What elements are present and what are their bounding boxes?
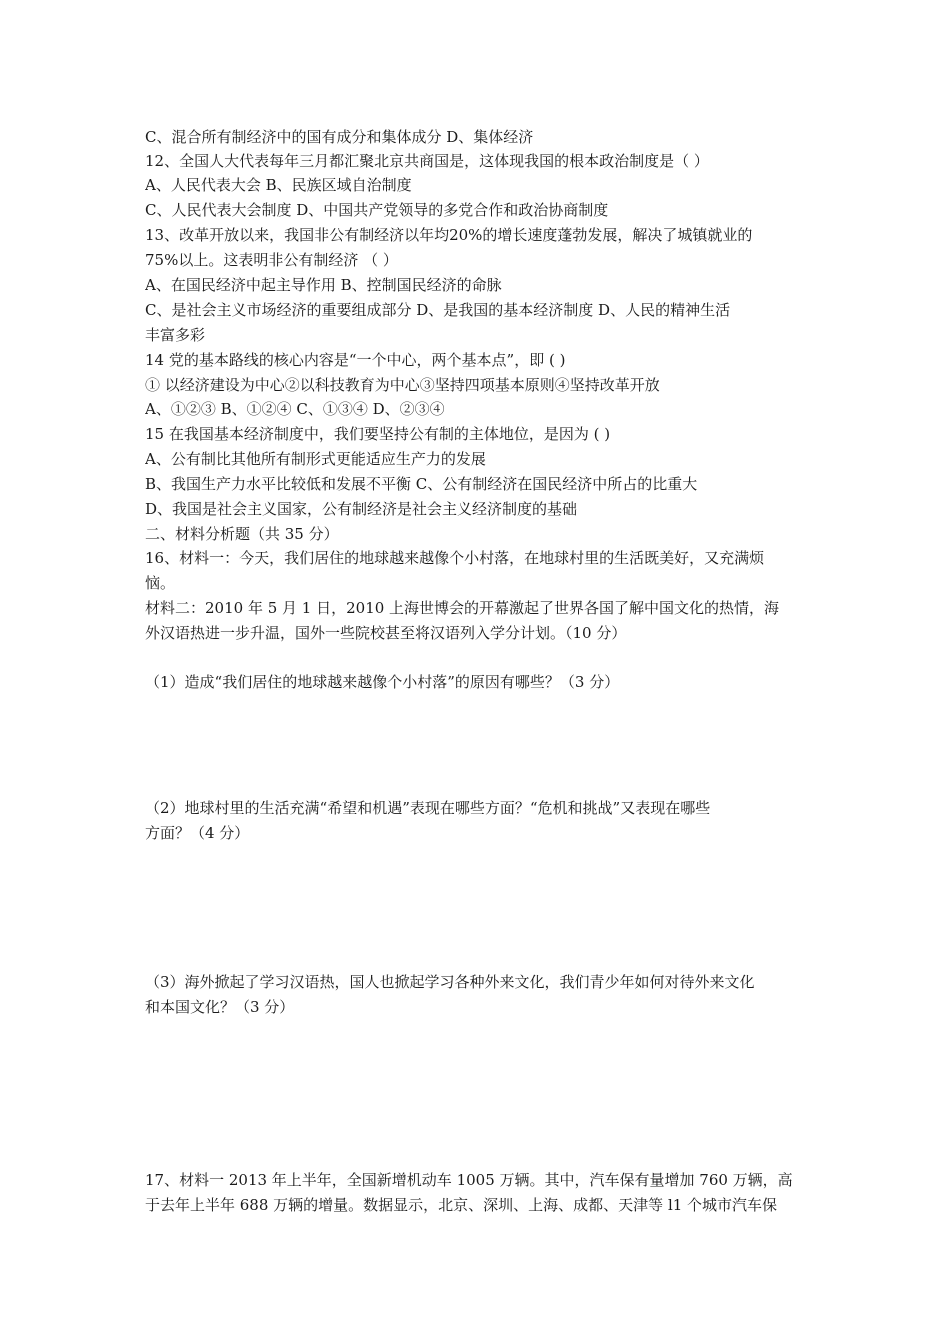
question-13: 13、改革开放以来，我国非公有制经济以年均20%的增长速度蓬勃发展，解决了城镇就业的 xyxy=(145,226,753,244)
question-14: 14 党的基本路线的核心内容是“一个中心，两个基本点”，即 ( ) xyxy=(145,351,566,369)
option-line: D、我国是社会主义国家，公有制经济是社会主义经济制度的基础 xyxy=(145,500,578,518)
sub-question-1: （1）造成“我们居住的地球越来越像个小村落”的原因有哪些？（3 分） xyxy=(145,673,620,691)
text-line: ① 以经济建设为中心②以科技教育为中心③坚持四项基本原则④坚持改革开放 xyxy=(145,376,660,394)
sub-question-2: （2）地球村里的生活充满“希望和机遇”表现在哪些方面？“危机和挑战”又表现在哪些 xyxy=(145,799,711,817)
option-line: A、①②③ B、①②④ C、①③④ D、②③④ xyxy=(145,400,445,418)
text-line: 丰富多彩 xyxy=(145,326,206,344)
text-line: 75%以上。这表明非公有制经济 （ ） xyxy=(145,251,398,269)
text-line: 外汉语热进一步升温，国外一些院校甚至将汉语列入学分计划。（10 分） xyxy=(145,624,627,642)
question-12: 12、全国人大代表每年三月都汇聚北京共商国是，这体现我国的根本政治制度是（ ） xyxy=(145,152,709,170)
option-line: A、在国民经济中起主导作用 B、控制国民经济的命脉 xyxy=(145,276,502,294)
text-line: C、混合所有制经济中的国有成分和集体成分 D、集体经济 xyxy=(145,128,534,146)
section-heading: 二、材料分析题（共 35 分） xyxy=(145,525,339,543)
option-line: B、我国生产力水平比较低和发展不平衡 C、公有制经济在国民经济中所占的比重大 xyxy=(145,475,698,493)
text-line: 于去年上半年 688 万辆的增量。数据显示，北京、深圳、上海、成都、天津等 l1 个城市汽车保 xyxy=(145,1196,778,1214)
text-line: 和本国文化？（3 分） xyxy=(145,998,295,1016)
question-15: 15 在我国基本经济制度中，我们要坚持公有制的主体地位，是因为 ( ) xyxy=(145,425,611,443)
sub-question-3: （3）海外掀起了学习汉语热，国人也掀起学习各种外来文化，我们青少年如何对待外来文化 xyxy=(145,973,755,991)
option-line: A、公有制比其他所有制形式更能适应生产力的发展 xyxy=(145,450,486,468)
option-line: A、人民代表大会 B、民族区域自治制度 xyxy=(145,176,412,194)
text-line: 材料二：2010 年 5 月 1 日，2010 上海世博会的开幕激起了世界各国了解中国文化的热情，海 xyxy=(145,599,780,617)
option-line: C、人民代表大会制度 D、中国共产党领导的多党合作和政治协商制度 xyxy=(145,201,609,219)
text-line: 恼。 xyxy=(145,574,176,592)
question-17: 17、材料一 2013 年上半年，全国新增机动车 1005 万辆。其中，汽车保有量增加 760 万辆，高 xyxy=(145,1171,793,1189)
option-line: C、是社会主义市场经济的重要组成部分 D、是我国的基本经济制度 D、人民的精神生活 xyxy=(145,301,731,319)
text-line: 方面？（4 分） xyxy=(145,824,250,842)
question-16: 16、材料一：今天，我们居住的地球越来越像个小村落，在地球村里的生活既美好，又充满烦 xyxy=(145,549,765,567)
